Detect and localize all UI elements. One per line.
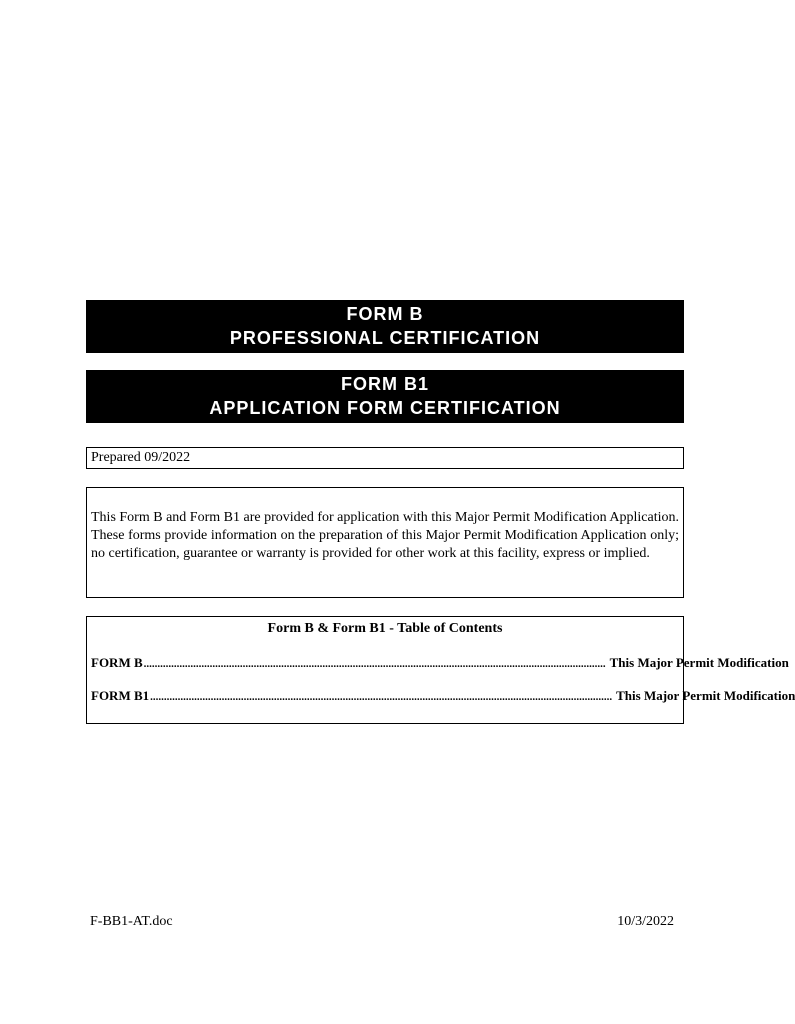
- toc-title: Form B & Form B1 - Table of Contents: [267, 621, 503, 636]
- toc-entry-form-b[interactable]: [91, 655, 789, 671]
- toc-entry-label: FORM B1: [91, 688, 150, 703]
- form-b1-subtitle: APPLICATION FORM CERTIFICATION: [209, 398, 561, 418]
- form-b-banner: [86, 300, 684, 353]
- form-b-title: FORM B: [346, 304, 424, 324]
- form-b1-banner: [86, 370, 684, 423]
- table-of-contents: [86, 616, 795, 724]
- footer-filename: F-BB1-AT.doc: [90, 914, 173, 929]
- form-b1-title: FORM B1: [341, 374, 429, 394]
- toc-entry-form-b1[interactable]: [91, 688, 795, 704]
- toc-entry-label: FORM B: [91, 655, 143, 670]
- form-b-subtitle: PROFESSIONAL CERTIFICATION: [229, 328, 541, 348]
- prepared-date-box: Prepared 09/2022: [86, 447, 684, 469]
- dot-leader: ........................................................................................................................................................................: [150, 691, 613, 703]
- toc-entry-target: This Major Permit Modification: [609, 655, 789, 670]
- toc-entry-target: This Major Permit Modification: [616, 688, 795, 703]
- dot-leader: ........................................................................................................................................................................: [143, 658, 606, 670]
- footer-date: 10/3/2022: [617, 914, 674, 929]
- disclaimer-box: This Form B and Form B1 are provided for application with this Major Permit Modification Application. These forms provide information on the preparation of this Major Permit Modification Application only; no certification, guarantee or warranty is provided for other work at this facility, express or implied.: [86, 487, 684, 598]
